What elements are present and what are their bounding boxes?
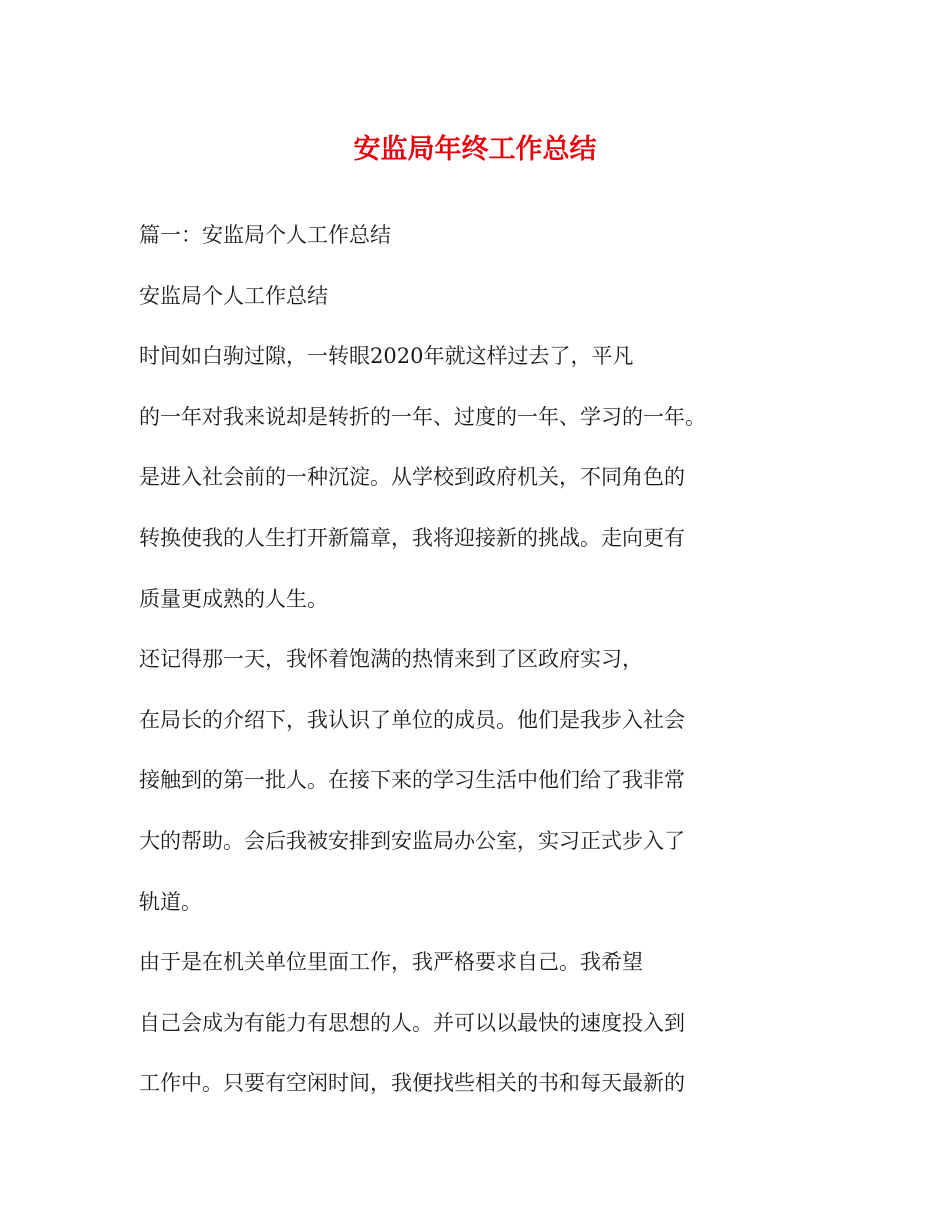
document-title: 安监局年终工作总结	[353, 134, 597, 165]
document-body	[139, 216, 839, 1125]
text-line: 自己会成为有能力有思想的人。并可以以最快的速度投入到	[139, 1010, 685, 1035]
text-line: 大的帮助。会后我被安排到安监局办公室，实习正式步入了	[139, 828, 685, 853]
text-line: 时间如白驹过隙，一转眼2020年就这样过去了，平凡	[139, 344, 634, 369]
text-line: 是进入社会前的一种沉淀。从学校到政府机关，不同角色的	[139, 465, 685, 490]
text-line: 安监局个人工作总结	[139, 283, 328, 308]
text-line: 接触到的第一批人。在接下来的学习生活中他们给了我非常	[139, 768, 685, 793]
text-line: 轨道。	[139, 889, 202, 914]
text-line: 转换使我的人生打开新篇章，我将迎接新的挑战。走向更有	[139, 525, 685, 550]
text-line: 在局长的介绍下，我认识了单位的成员。他们是我步入社会	[139, 707, 685, 732]
text-line: 还记得那一天，我怀着饱满的热情来到了区政府实习，	[139, 647, 643, 672]
text-line: 的一年对我来说却是转折的一年、过度的一年、学习的一年。	[139, 404, 706, 429]
text-line: 篇一：安监局个人工作总结	[139, 223, 391, 247]
text-line: 质量更成熟的人生。	[139, 586, 328, 611]
text-line: 由于是在机关单位里面工作，我严格要求自己。我希望	[139, 950, 643, 975]
text-line: 工作中。只要有空闲时间，我便找些相关的书和每天最新的	[139, 1071, 685, 1096]
